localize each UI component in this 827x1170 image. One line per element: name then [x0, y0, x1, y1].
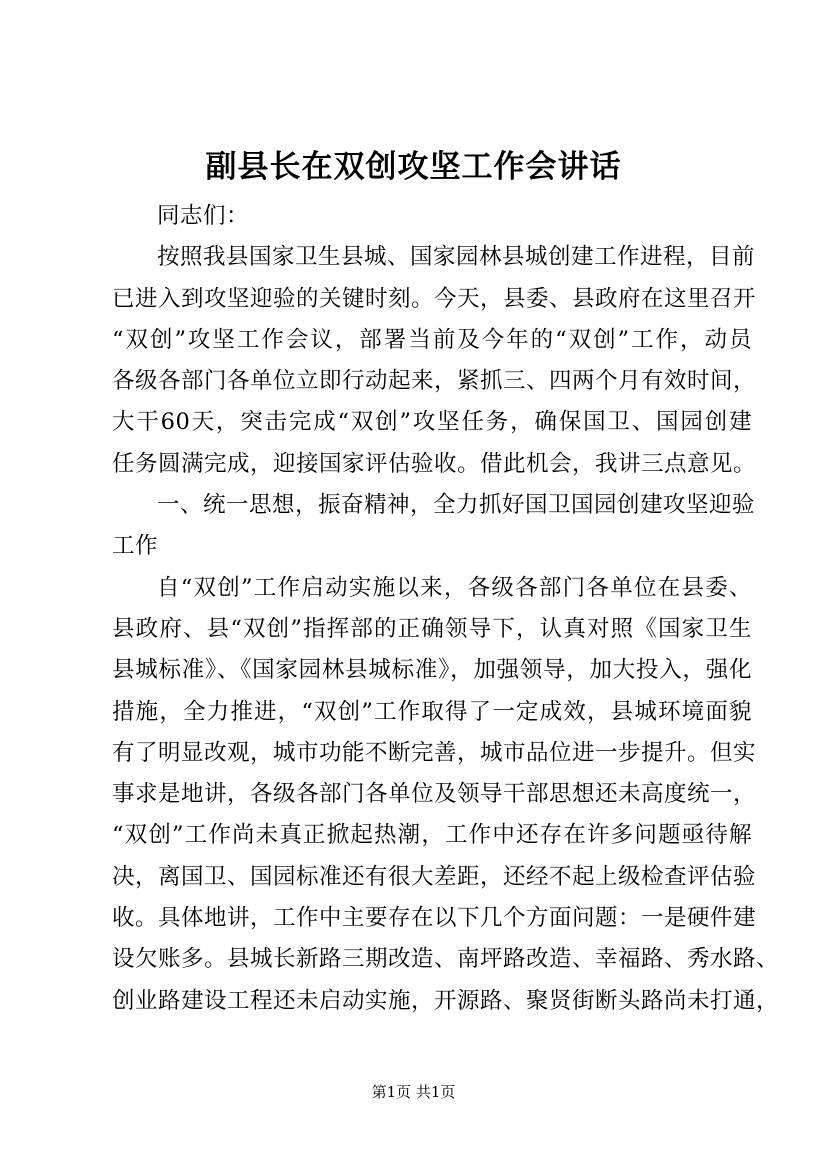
body-line: 收。具体地讲，工作中主要存在以下几个方面问题：一是硬件建	[112, 905, 757, 932]
body-line: 县政府、县“双创”指挥部的正确领导下，认真对照《国家卫生	[112, 615, 752, 642]
body-line: 措施，全力推进，“双创”工作取得了一定成效，县城环境面貌	[112, 698, 752, 725]
body-line: 大干60天，突击完成“双创”攻坚任务，确保国卫、国园创建	[112, 409, 752, 436]
body-line: “双创”工作尚未真正掀起热潮，工作中还存在许多问题亟待解	[112, 822, 752, 849]
document-title: 副县长在双创攻坚工作会讲话	[205, 149, 622, 185]
body-line: 工作	[112, 533, 159, 560]
body-line: 决，离国卫、国园标准还有很大差距，还经不起上级检查评估验	[112, 863, 757, 890]
body-line: 已进入到攻坚迎验的关键时刻。今天，县委、县政府在这里召开	[112, 285, 757, 312]
body-line: 一、统一思想，振奋精神，全力抓好国卫国园创建攻坚迎验	[157, 492, 756, 519]
body-line: “双创”攻坚工作会议，部署当前及今年的“双创”工作，动员	[112, 326, 752, 353]
body-line: 县城标准》、《国家园林县城标准》，加强领导，加大投入，强化	[112, 657, 752, 684]
page-footer: 第1页 共1页	[371, 1083, 456, 1101]
body-line: 有了明显改观，城市功能不断完善，城市品位进一步提升。但实	[112, 739, 757, 766]
body-line: 按照我县国家卫生县城、国家园林县城创建工作进程，目前	[157, 244, 756, 271]
body-line: 事求是地讲，各级各部门各单位及领导干部思想还未高度统一，	[112, 781, 757, 808]
body-line: 自“双创”工作启动实施以来，各级各部门各单位在县委、	[157, 574, 752, 601]
document-body	[112, 196, 780, 1022]
body-line: 设欠账多。县城长新路三期改造、南坪路改造、幸福路、秀水路、	[112, 946, 780, 973]
body-line: 各级各部门各单位立即行动起来，紧抓三、四两个月有效时间，	[112, 368, 757, 395]
body-line: 任务圆满完成，迎接国家评估验收。借此机会，我讲三点意见。	[112, 450, 757, 477]
body-line: 创业路建设工程还未启动实施，开源路、聚贤街断头路尚未打通，	[112, 987, 780, 1014]
body-line: 同志们：	[157, 203, 250, 229]
